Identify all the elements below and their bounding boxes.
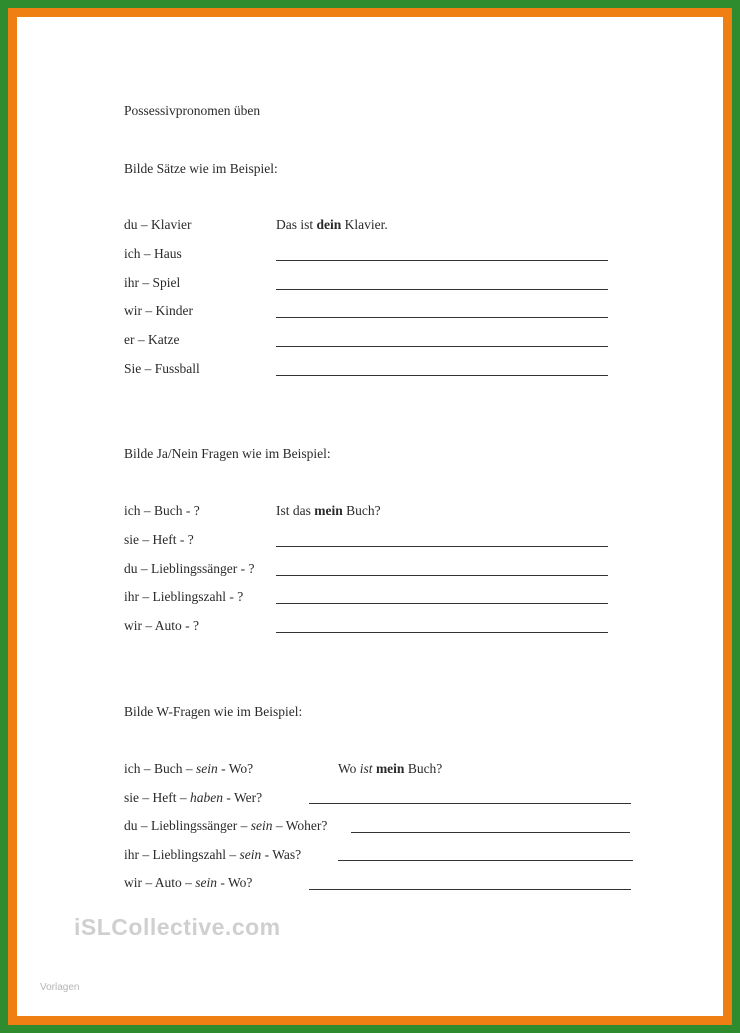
section2-item: wir – Auto - ?: [124, 618, 199, 633]
section3-example-answer: Wo ist mein Buch?: [338, 761, 443, 776]
answer-line[interactable]: [276, 346, 608, 347]
section3-heading: Bilde W-Fragen wie im Beispiel:: [124, 704, 303, 719]
section3-example-prompt: ich – Buch – sein - Wo?: [124, 761, 254, 776]
answer-line[interactable]: [351, 832, 630, 833]
section2-example-answer: Ist das mein Buch?: [276, 503, 381, 518]
answer-line[interactable]: [276, 260, 608, 261]
section1-heading: Bilde Sätze wie im Beispiel:: [124, 161, 278, 176]
answer-line[interactable]: [309, 889, 631, 890]
watermark: iSLCollective.com: [74, 914, 281, 940]
section2-item: ihr – Lieblingszahl - ?: [124, 589, 244, 604]
answer-line[interactable]: [276, 575, 608, 576]
section2-heading: Bilde Ja/Nein Fragen wie im Beispiel:: [124, 446, 331, 461]
section3-item: wir – Auto – sein - Wo?: [124, 875, 253, 890]
section3-item: du – Lieblingssänger – sein – Woher?: [124, 818, 328, 833]
section1-item: ihr – Spiel: [124, 275, 181, 290]
section3-item: ihr – Lieblingszahl – sein - Was?: [124, 847, 302, 862]
answer-line[interactable]: [276, 632, 608, 633]
worksheet-title: Possessivpronomen üben: [124, 103, 261, 118]
footer-label: Vorlagen: [40, 982, 80, 993]
section1-item: ich – Haus: [124, 246, 182, 261]
answer-line[interactable]: [338, 860, 633, 861]
section1-item: wir – Kinder: [124, 303, 193, 318]
answer-line[interactable]: [276, 317, 608, 318]
answer-line[interactable]: [276, 546, 608, 547]
section2-example-prompt: ich – Buch - ?: [124, 503, 200, 518]
answer-line[interactable]: [309, 803, 631, 804]
section2-item: du – Lieblingssänger - ?: [124, 561, 255, 576]
section1-example-answer: Das ist dein Klavier.: [276, 217, 388, 232]
answer-line[interactable]: [276, 289, 608, 290]
section1-item: er – Katze: [124, 332, 180, 347]
answer-line[interactable]: [276, 603, 608, 604]
section1-item: Sie – Fussball: [124, 361, 200, 376]
section1-example-prompt: du – Klavier: [124, 217, 192, 232]
section2-item: sie – Heft - ?: [124, 532, 194, 547]
answer-line[interactable]: [276, 375, 608, 376]
section3-item: sie – Heft – haben - Wer?: [124, 790, 263, 805]
